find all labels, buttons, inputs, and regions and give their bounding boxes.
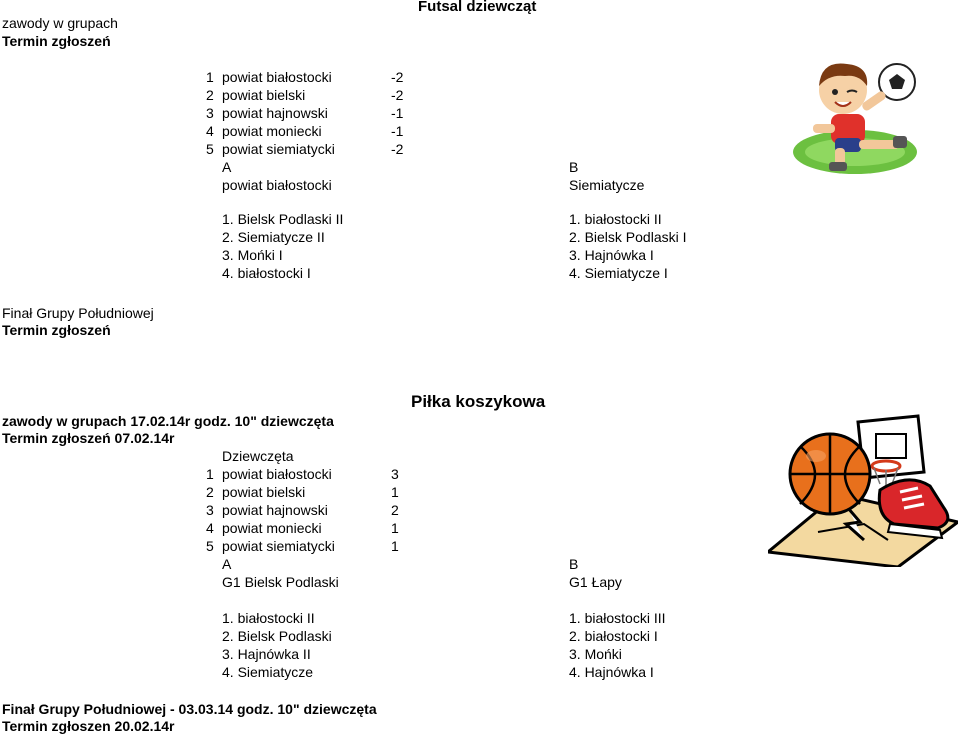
- ranking-no: 2: [206, 484, 214, 500]
- ranking-name: powiat siemiatycki: [222, 538, 335, 554]
- ranking-score: 3: [391, 466, 399, 482]
- basketball-group-a-host: G1 Bielsk Podlaski: [222, 574, 339, 590]
- futsal-group-b-item: 4. Siemiatycze I: [569, 265, 668, 281]
- basketball-group-a-item: 2. Bielsk Podlaski: [222, 628, 332, 644]
- ranking-score: -2: [391, 141, 404, 157]
- basketball-zawody: zawody w grupach 17.02.14r godz. 10" dziewczęta: [2, 413, 334, 429]
- futsal-final-label: Finał Grupy Południowej: [2, 305, 154, 321]
- basketball-termin: Termin zgłoszeń 07.02.14r: [2, 430, 175, 446]
- basketball-group-b-item: 2. białostocki I: [569, 628, 658, 644]
- basketball-group-b-host: G1 Łapy: [569, 574, 622, 590]
- ranking-name: powiat moniecki: [222, 123, 322, 139]
- futsal-group-a-letter: A: [222, 159, 232, 175]
- futsal-title: Futsal dziewcząt: [418, 0, 537, 15]
- ranking-score: 1: [391, 538, 399, 554]
- ranking-score: 2: [391, 502, 399, 518]
- ranking-name: powiat białostocki: [222, 69, 332, 85]
- ranking-name: powiat białostocki: [222, 466, 332, 482]
- basketball-group-b-letter: B: [569, 556, 579, 572]
- basketball-group-a-item: 4. Siemiatycze: [222, 664, 314, 680]
- basketball-final-termin: Termin zgłoszen 20.02.14r: [2, 718, 175, 734]
- futsal-group-a-item: 4. białostocki I: [222, 265, 311, 281]
- futsal-termin-label: Termin zgłoszeń: [2, 33, 111, 49]
- futsal-group-b-item: 3. Hajnówka I: [569, 247, 654, 263]
- ranking-no: 1: [206, 466, 214, 482]
- basketball-group-a-item: 3. Hajnówka II: [222, 646, 311, 662]
- ranking-score: -1: [391, 123, 404, 139]
- ranking-name: powiat bielski: [222, 484, 306, 500]
- ranking-no: 4: [206, 520, 214, 536]
- basketball-group-a-item: 1. białostocki II: [222, 610, 315, 626]
- ranking-no: 3: [206, 502, 214, 518]
- basketball-group-b-item: 4. Hajnówka I: [569, 664, 654, 680]
- futsal-final-termin: Termin zgłoszeń: [2, 322, 111, 338]
- basketball-category: Dziewczęta: [222, 448, 294, 464]
- ranking-no: 2: [206, 87, 214, 103]
- futsal-group-b-host: Siemiatycze: [569, 177, 645, 193]
- ranking-no: 4: [206, 123, 214, 139]
- ranking-no: 3: [206, 105, 214, 121]
- ranking-name: powiat hajnowski: [222, 105, 328, 121]
- ranking-no: 1: [206, 69, 214, 85]
- ranking-score: -1: [391, 105, 404, 121]
- ranking-score: -2: [391, 69, 404, 85]
- futsal-group-b-letter: B: [569, 159, 579, 175]
- ranking-name: powiat moniecki: [222, 520, 322, 536]
- ranking-score: 1: [391, 484, 399, 500]
- futsal-group-a-item: 2. Siemiatycze II: [222, 229, 325, 245]
- basketball-final-label: Finał Grupy Południowej - 03.03.14 godz. 10" dziewczęta: [2, 701, 377, 717]
- ranking-no: 5: [206, 538, 214, 554]
- ranking-score: 1: [391, 520, 399, 536]
- ranking-score: -2: [391, 87, 404, 103]
- basketball-group-b-item: 3. Mońki: [569, 646, 622, 662]
- futsal-zawody-label: zawody w grupach: [2, 15, 118, 31]
- futsal-group-a-item: 1. Bielsk Podlaski II: [222, 211, 344, 227]
- basketball-title: Piłka koszykowa: [411, 392, 546, 411]
- futsal-group-a-host: powiat białostocki: [222, 177, 332, 193]
- basketball-group-a-letter: A: [222, 556, 232, 572]
- ranking-name: powiat bielski: [222, 87, 306, 103]
- basketball-group-b-item: 1. białostocki III: [569, 610, 666, 626]
- ranking-no: 5: [206, 141, 214, 157]
- futsal-group-b-item: 2. Bielsk Podlaski I: [569, 229, 687, 245]
- ranking-name: powiat hajnowski: [222, 502, 328, 518]
- futsal-group-a-item: 3. Mońki I: [222, 247, 283, 263]
- soccer-boy-illustration: [785, 52, 925, 182]
- futsal-group-b-item: 1. białostocki II: [569, 211, 662, 227]
- basketball-sneakers-illustration: [768, 412, 958, 567]
- ranking-name: powiat siemiatycki: [222, 141, 335, 157]
